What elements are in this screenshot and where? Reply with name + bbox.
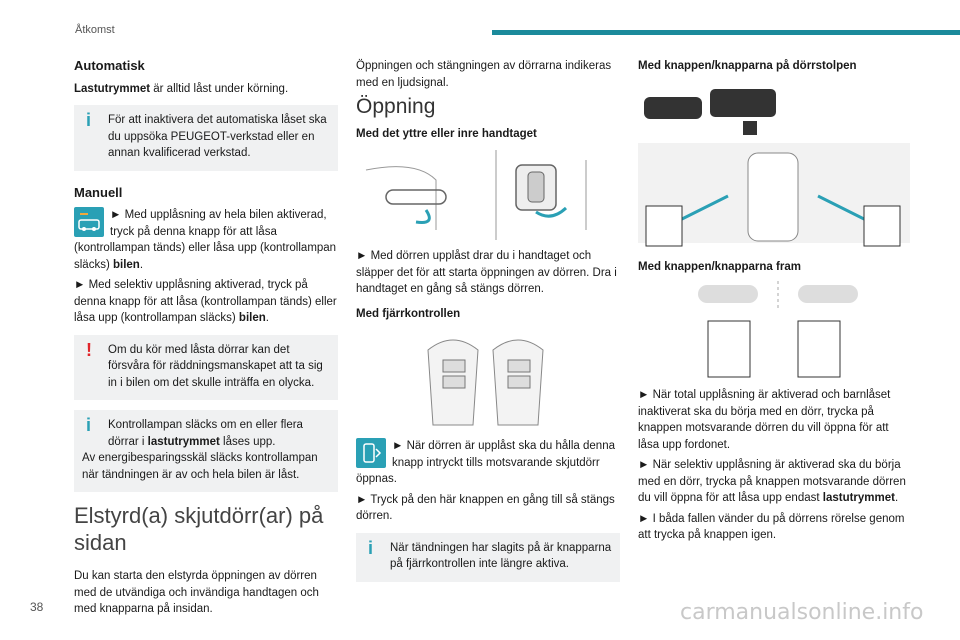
- header-accent-bar: [492, 30, 960, 35]
- automatisk-heading: Automatisk: [74, 58, 145, 73]
- handtag-text: ► Med dörren upplåst drar du i handtaget och släpper det för att starta öppningen av dörren. Dra i handtaget en gång så stängs dörren.: [356, 250, 617, 295]
- column-2: [356, 58, 620, 592]
- lock-button-icon: [74, 207, 104, 237]
- info-icon: i: [86, 415, 92, 435]
- fram-heading: Med knappen/knapparna fram: [638, 260, 801, 273]
- sliding-door-intro: Du kan starta den elstyrda öppningen av dörren med de utvändiga och invändiga handtagen och med knapparna på insidan.: [74, 570, 319, 615]
- page-number: 38: [30, 600, 44, 614]
- watermark: carmanualsonline.info: [680, 600, 924, 625]
- handtag-heading: Med det yttre eller inre handtaget: [356, 127, 537, 140]
- column-1: [74, 58, 338, 622]
- sound-signal-text: Öppningen och stängningen av dörrarna indikeras med en ljudsignal.: [356, 60, 612, 89]
- door-handle-illustration: [356, 150, 620, 240]
- column-3: Med knappen/knapparna på dörrstolpen Med knappen/knapparna fram ► När total upplåsning är aktiverad och barnlåset inaktiverat ska du börja med en dörr, trycka på knappen motsvarande dörren du vill öppna för att låsa upp fordonet. ► När selektiv upplåsning är aktiverad ska du börja med en dörr, trycka på knappen motsvarande dörren du vill öppna för att låsa upp endast lastutrymmet. ► I båda fallen vänder du på dörrens rörelse genom att trycka på knappen igen.: [638, 58, 910, 548]
- fjarr-block: ► När dörren är upplåst ska du hålla denna knapp intryckt tills motsvarande skjutdörr öppnas. ► Tryck på den här knappen en gång till så stängs dörren.: [356, 440, 615, 522]
- warning-icon: !: [86, 339, 92, 360]
- manuell-block: ► Med upplåsning av hela bilen aktiverad, tryck på denna knapp för att låsa (kontrollampan tänds) eller låsa upp (kontrollampan släcks) bilen. ► Med selektiv upplåsning aktiverad, tryck på denna knapp för att låsa (kontrollampan tänds) eller låsa upp (kontrollampan släcks) bilen.: [74, 209, 337, 324]
- automatisk-text: Lastutrymmet är alltid låst under körning.: [74, 82, 289, 95]
- sliding-door-remote-icon: [356, 438, 386, 468]
- info-icon: i: [86, 110, 92, 130]
- info-icon: i: [368, 537, 374, 558]
- manuell-heading: Manuell: [74, 184, 123, 200]
- front-button-illustration: [688, 281, 868, 381]
- info-note-1: i För att inaktivera det automatiska låset ska du uppsöka PEUGEOT-verkstad eller en annan kvalificerad verkstad.: [74, 105, 338, 171]
- sliding-door-heading: Elstyrd(a) skjutdörr(ar) på sidan: [74, 503, 324, 555]
- warning-note: ! Om du kör med låsta dörrar kan det försvåra för räddningsmanskapet att ta sig in i bilen om det skulle inträffa en olycka.: [74, 335, 338, 401]
- dorrstolpen-heading: Med knappen/knapparna på dörrstolpen: [638, 60, 857, 72]
- section-header: Åtkomst: [75, 24, 115, 36]
- info-note-3: i När tändningen har slagits på är knapparna på fjärrkontrollen inte längre aktiva.: [356, 533, 620, 582]
- oppning-heading: Öppning: [356, 95, 436, 118]
- info-note-2: i Kontrollampan släcks om en eller flera dörrar i lastutrymmet låses upp. Av energibesparingsskäl släcks kontrollampan när tändningen är av och hela bilen är låst.: [74, 410, 338, 492]
- door-pillar-button-illustration: [638, 81, 910, 251]
- remote-key-illustration: [413, 330, 563, 430]
- fjarr-heading: Med fjärrkontrollen: [356, 307, 461, 320]
